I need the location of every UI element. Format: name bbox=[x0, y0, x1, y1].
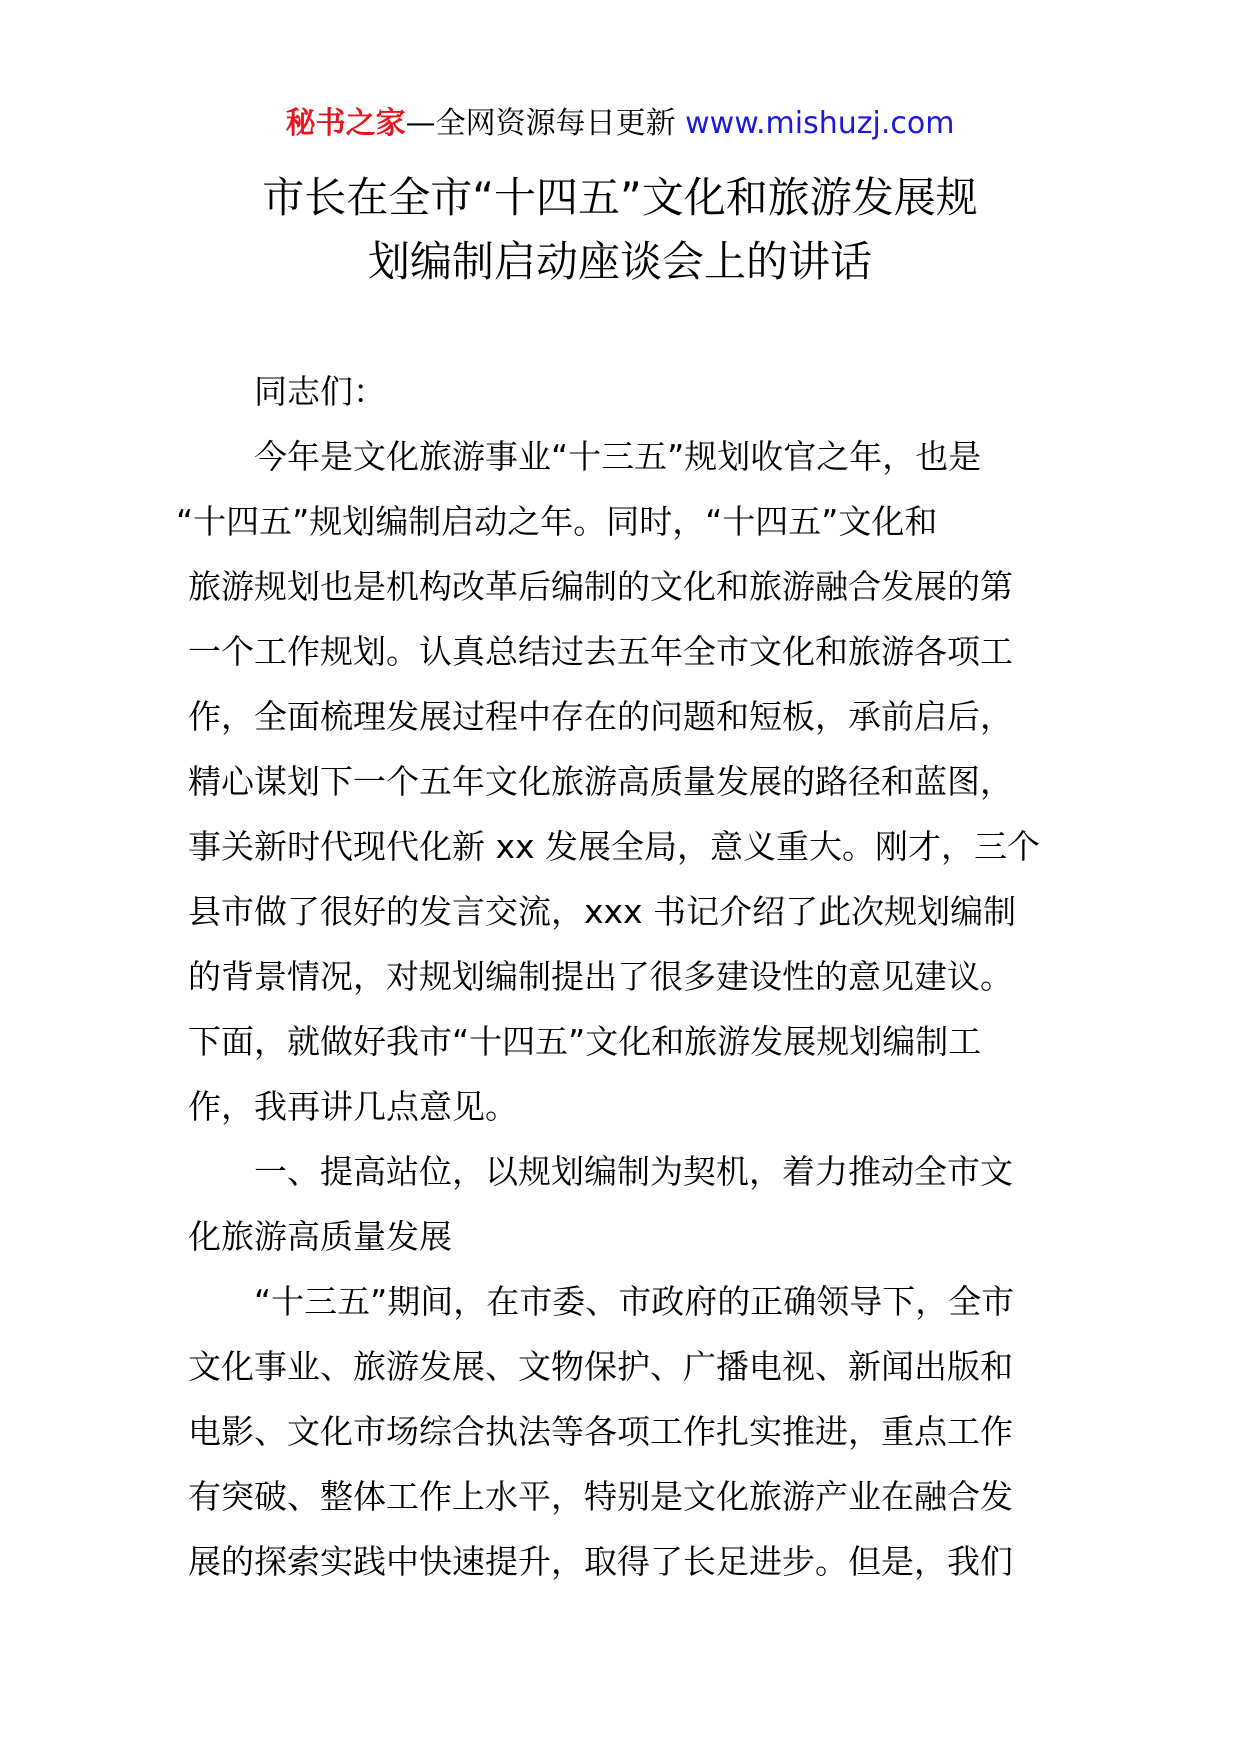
paragraph-line: 展的探索实践中快速提升，取得了长足进步。但是，我们 bbox=[188, 1542, 1013, 1581]
paragraph-line: 一个工作规划。认真总结过去五年全市文化和旅游各项工 bbox=[188, 632, 1013, 671]
paragraph-line: 有突破、整体工作上水平，特别是文化旅游产业在融合发 bbox=[188, 1477, 1013, 1516]
paragraph-line: 下面，就做好我市“十四五”文化和旅游发展规划编制工 bbox=[188, 1022, 982, 1061]
paragraph-line: 作，我再讲几点意见。 bbox=[188, 1087, 518, 1126]
paragraph-line: 今年是文化旅游事业“十三五”规划收官之年，也是 bbox=[254, 437, 982, 476]
header-description: —全网资源每日更新 bbox=[405, 106, 676, 141]
paragraph-line: 旅游规划也是机构改革后编制的文化和旅游融合发展的第 bbox=[188, 567, 1013, 606]
paragraph-line: 作，全面梳理发展过程中存在的问题和短板，承前启后， bbox=[188, 697, 1013, 736]
salutation: 同志们： bbox=[254, 372, 386, 411]
section-heading-line: 一、提高站位，以规划编制为契机，着力推动全市文 bbox=[254, 1152, 1013, 1191]
brand-name: 秘书之家 bbox=[285, 106, 406, 141]
document-title bbox=[200, 166, 1040, 294]
title-line: 划编制启动座谈会上的讲话 bbox=[367, 237, 872, 286]
paragraph-line: “十四五”规划编制启动之年。同时，“十四五”文化和 bbox=[176, 502, 938, 541]
paragraph-line: “十三五”期间，在市委、市政府的正确领导下，全市 bbox=[254, 1282, 1015, 1321]
site-header bbox=[0, 104, 1240, 144]
paragraph-line: 文化事业、旅游发展、文物保护、广播电视、新闻出版和 bbox=[188, 1347, 1013, 1386]
paragraph-line: 电影、文化市场综合执法等各项工作扎实推进，重点工作 bbox=[188, 1412, 1013, 1451]
document-body bbox=[176, 359, 1068, 1594]
paragraph-line: 事关新时代现代化新 xx 发展全局，意义重大。刚才，三个 bbox=[188, 827, 1041, 866]
title-line: 市长在全市“十四五”文化和旅游发展规 bbox=[262, 173, 978, 222]
paragraph-line: 县市做了很好的发言交流，xxx 书记介绍了此次规划编制 bbox=[188, 892, 1017, 931]
site-url-link[interactable]: www.mishuzj.com bbox=[685, 106, 955, 141]
paragraph-line: 的背景情况，对规划编制提出了很多建设性的意见建议。 bbox=[188, 957, 1013, 996]
section-heading-line: 化旅游高质量发展 bbox=[188, 1217, 452, 1256]
paragraph-line: 精心谋划下一个五年文化旅游高质量发展的路径和蓝图， bbox=[188, 762, 1013, 801]
